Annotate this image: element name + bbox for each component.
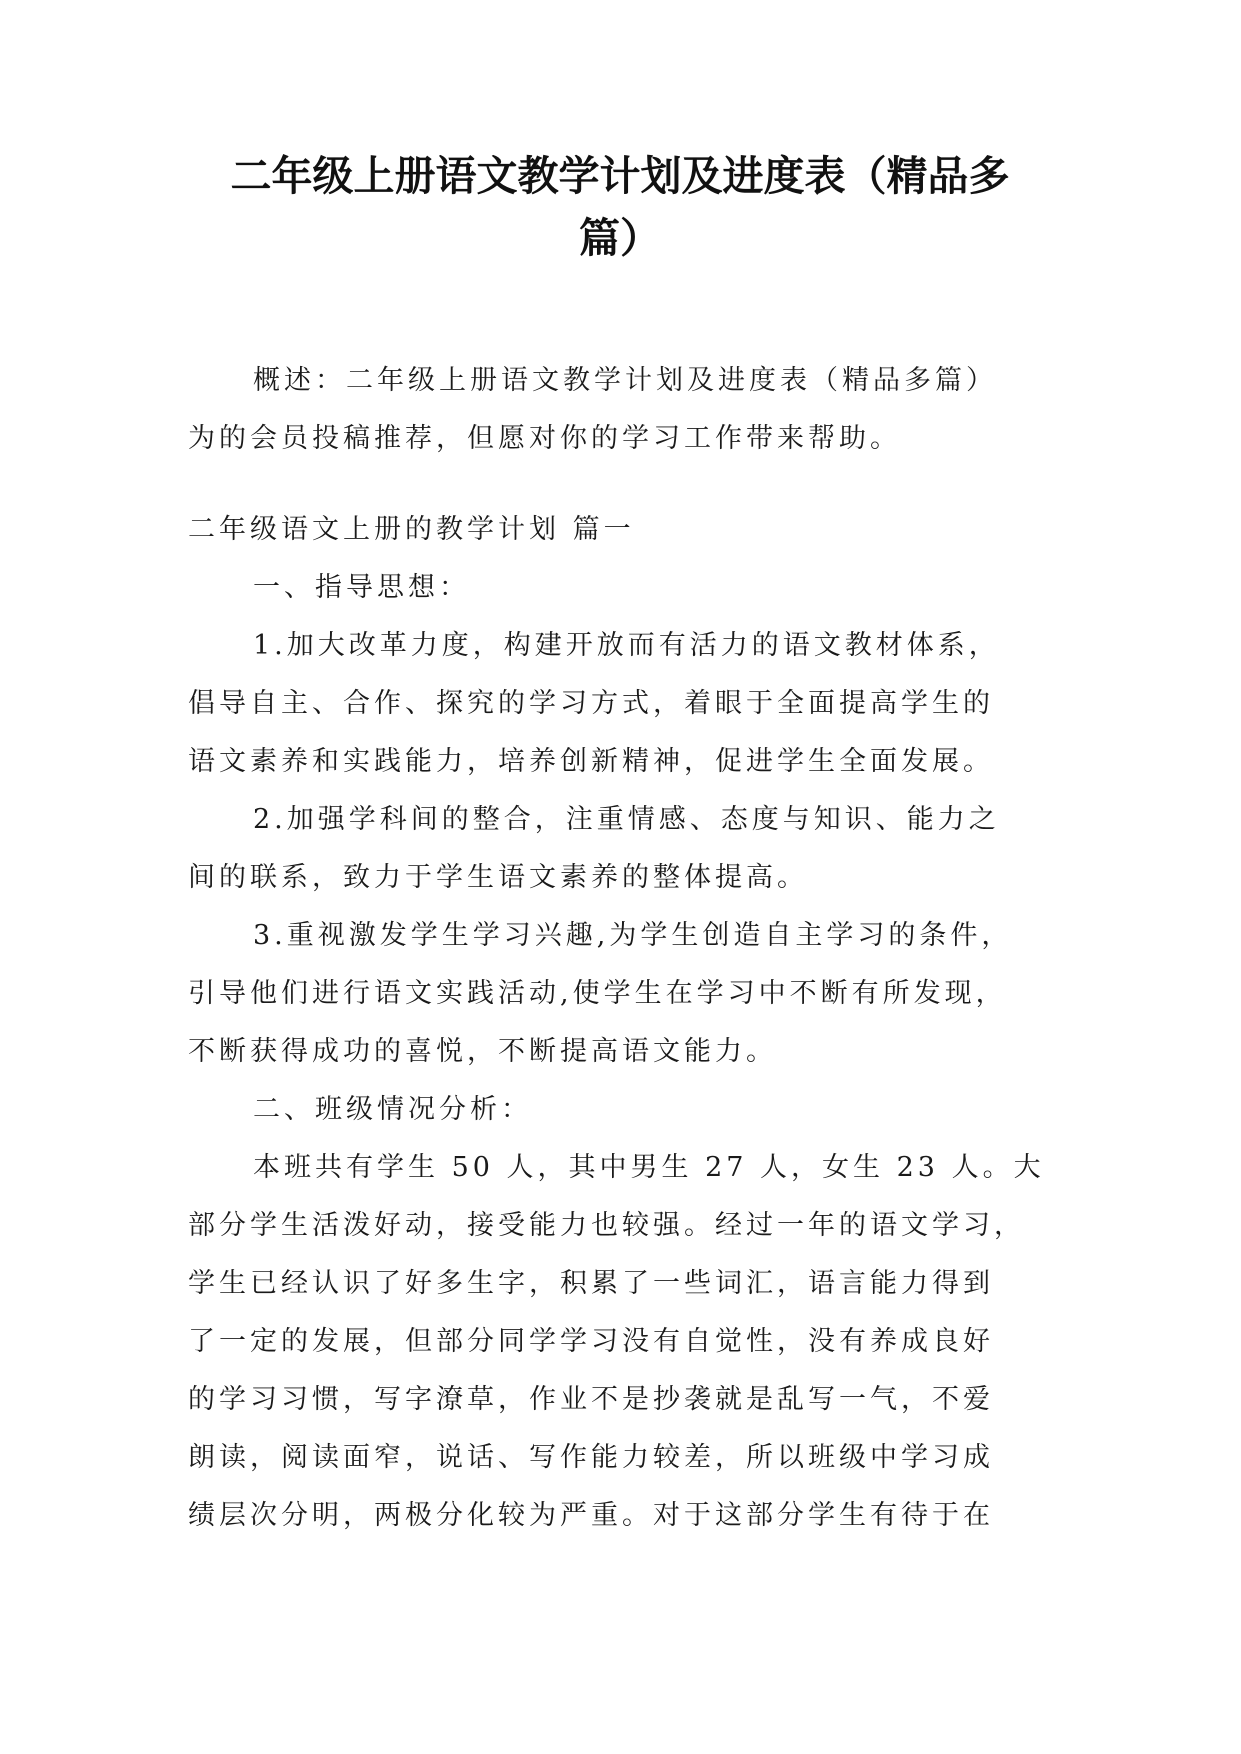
summary-line-1: 概述：二年级上册语文教学计划及进度表（精品多篇） — [253, 365, 997, 396]
guiding-point-1-line-2: 倡导自主、合作、探究的学习方式，着眼于全面提高学生的 — [188, 688, 994, 719]
guiding-point-3-line-1: 3.重视激发学生学习兴趣,为学生创造自主学习的条件， — [253, 920, 1013, 951]
title-line-2: 篇） — [579, 214, 661, 262]
class-analysis-line-6: 朗读，阅读面窄，说话、写作能力较差，所以班级中学习成 — [188, 1442, 994, 1473]
class-analysis-line-5: 的学习习惯，写字潦草，作业不是抄袭就是乱写一气，不爱 — [188, 1384, 994, 1415]
title-line-1: 二年级上册语文教学计划及进度表（精品多 — [230, 152, 1010, 200]
summary-line-2: 为的会员投稿推荐，但愿对你的学习工作带来帮助。 — [188, 423, 901, 454]
guiding-point-1-line-1: 1.加大改革力度，构建开放而有活力的语文教材体系， — [253, 630, 1000, 661]
class-analysis-line-3: 学生已经认识了好多生字，积累了一些词汇，语言能力得到 — [188, 1268, 994, 1299]
guiding-point-2-line-1: 2.加强学科间的整合，注重情感、态度与知识、能力之 — [253, 804, 1000, 835]
class-heading: 二、班级情况分析： — [253, 1094, 532, 1125]
section-heading: 二年级语文上册的教学计划 篇一 — [188, 514, 635, 545]
guiding-point-2-line-2: 间的联系，致力于学生语文素养的整体提高。 — [188, 862, 808, 893]
class-analysis-line-7: 绩层次分明，两极分化较为严重。对于这部分学生有待于在 — [188, 1500, 994, 1531]
section-gap — [188, 468, 1068, 501]
guiding-point-3-line-2: 引导他们进行语文实践活动,使学生在学习中不断有所发现， — [188, 978, 1007, 1009]
class-analysis-line-1: 本班共有学生 50 人，其中男生 27 人，女生 23 人。大 — [253, 1152, 1045, 1183]
guiding-point-1-line-3: 语文素养和实践能力，培养创新精神，促进学生全面发展。 — [188, 746, 994, 777]
guiding-heading: 一、指导思想： — [253, 572, 470, 603]
guiding-point-3-line-3: 不断获得成功的喜悦，不断提高语文能力。 — [188, 1036, 777, 1067]
class-analysis-line-4: 了一定的发展，但部分同学学习没有自觉性，没有养成良好 — [188, 1326, 994, 1357]
document-body — [188, 352, 1068, 1545]
document-title — [170, 145, 1070, 269]
class-analysis-line-2: 部分学生活泼好动，接受能力也较强。经过一年的语文学习， — [188, 1210, 1025, 1241]
